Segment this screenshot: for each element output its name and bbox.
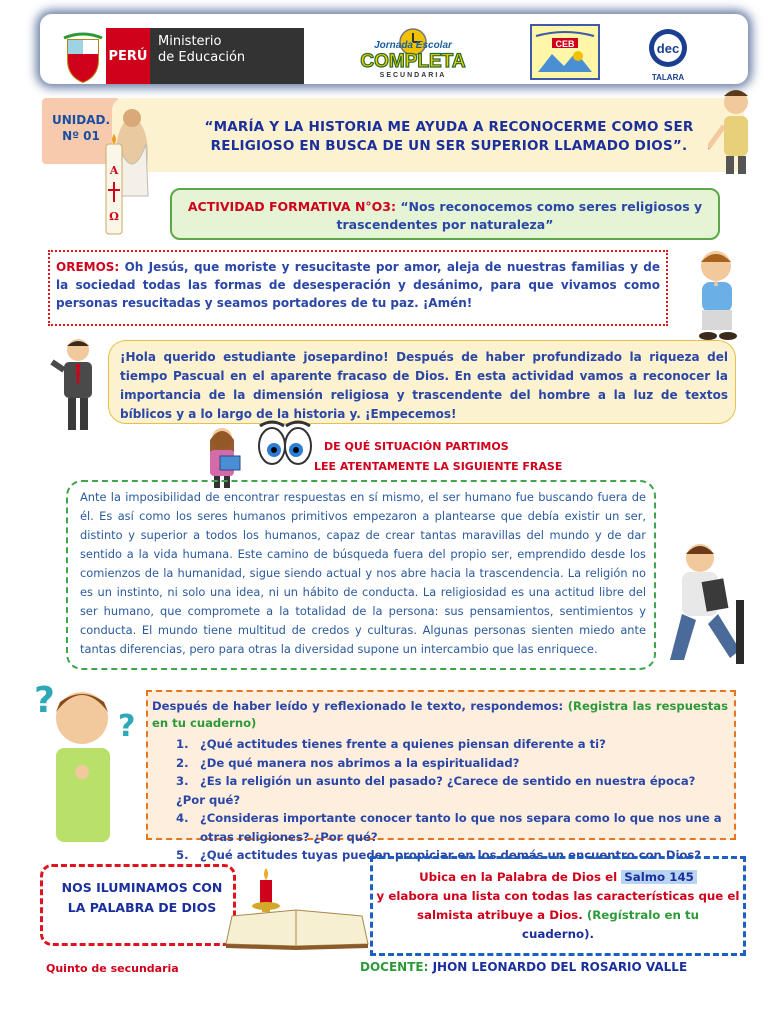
svg-text:Ω: Ω xyxy=(109,210,119,223)
teacher-label: DOCENTE: xyxy=(360,960,429,974)
question-item xyxy=(176,809,728,846)
psalm-instructions xyxy=(376,868,740,944)
question-mark-icon: ? xyxy=(34,680,55,721)
situation-subheading: LEE ATENTAMENTE LA SIGUIENTE FRASE xyxy=(314,460,563,473)
questions-list xyxy=(176,735,728,865)
school-abbrev: CEB xyxy=(555,39,575,49)
question-number: 3. xyxy=(176,774,189,788)
boy-with-tablet-illustration xyxy=(660,540,760,670)
question-text: ¿Consideras importante conocer tanto lo que nos separa como lo que nos une a otras religiones? ¿Por qué? xyxy=(200,811,722,844)
reading-text: Ante la imposibilidad de encontrar respuestas en sí mismo, el ser humano fue buscando fuera de él. Es así como los seres humanos primitivos empezaron a plantearse que debía existir un ser, distinto y superior a todos los humanos, capaz de crear tantas maravillas del mundo y de dar sentido a la vida humana. Este camino de búsqueda fuera del propio ser, emprendido desde los comienzos de la humanidad, sigue siendo actual y nos abre hacia la trascendencia. La religión no es un instinto, ni solo una idea, ni un hábito de conducta. La religiosidad es una actitud libre del ser humano, que compromete a la totalidad de la persona: sus pensamientos, sentimientos y conducta. El mundo tiene multitud de credos y culturas. Algunas personas sienten miedo ante tantas diferencias, pero para otras la diversidad supone un intercambio que las enriquece. xyxy=(80,490,646,656)
prayer-label: OREMOS: xyxy=(56,260,120,274)
activity-title: “Nos reconocemos como seres religiosos y trascendentes por naturaleza” xyxy=(336,199,703,232)
jornada-escolar-logo xyxy=(318,26,508,78)
psalm-note: (Regístralo en tu xyxy=(586,908,700,922)
dec-icon xyxy=(638,26,698,86)
ministry-line1: Ministerio xyxy=(158,34,222,49)
questions-intro xyxy=(152,698,728,732)
teacher-name: JHON LEONARDO DEL ROSARIO VALLE xyxy=(432,960,688,974)
question-number: 4. xyxy=(176,811,189,825)
program-line3: SECUNDARIA xyxy=(379,72,447,78)
dec-talara-logo xyxy=(638,26,698,86)
question-number: 5. xyxy=(176,848,189,862)
svg-text:A: A xyxy=(109,164,119,177)
coat-of-arms-icon xyxy=(62,32,104,84)
school-crest-icon xyxy=(532,26,598,78)
minedu-logo xyxy=(58,28,306,84)
question-item xyxy=(176,754,728,773)
question-text: ¿Qué actitudes tuyas pueden propiciar en los demás un encuentro con Dios? xyxy=(200,848,702,862)
illuminate-heading: NOS ILUMINAMOS CON LA PALABRA DE DIOS xyxy=(61,880,223,915)
unit-label-line1: UNIDAD. xyxy=(51,113,111,127)
psalm-reference: Salmo 145 xyxy=(621,870,697,884)
question-mark-icon: ? xyxy=(118,709,136,744)
teacher-pointing-illustration xyxy=(708,86,760,176)
peru-label: PERÚ xyxy=(106,28,150,84)
ministry-label xyxy=(150,28,304,84)
eyes-icon xyxy=(256,420,314,472)
question-item xyxy=(176,772,728,809)
bible-candle-illustration xyxy=(222,866,372,950)
praying-boy-illustration xyxy=(692,246,742,342)
questions-intro-text: Después de haber leído y reflexionado le texto, respondemos: xyxy=(152,699,564,713)
question-number: 1. xyxy=(176,737,189,751)
question-item xyxy=(176,735,728,754)
dec-label: dec xyxy=(656,41,680,56)
risen-jesus-illustration xyxy=(100,104,156,238)
grade-label: Quinto de secundaria xyxy=(46,962,179,975)
thinking-boy-illustration xyxy=(24,672,140,850)
program-line2: COMPLETA xyxy=(360,51,466,72)
question-number: 2. xyxy=(176,755,189,770)
businessman-illustration xyxy=(50,336,106,434)
activity-label: ACTIVIDAD FORMATIVA N°O3: xyxy=(187,199,396,214)
unit-title: “MARÍA Y LA HISTORIA ME AYUDA A RECONOCERME COMO SER RELIGIOSO EN BUSCA DE UN SER SUPERIOR LLAMADO DIOS”. xyxy=(204,119,694,154)
talara-label: TALARA xyxy=(651,73,685,82)
prayer-paragraph xyxy=(56,258,660,312)
reading-girl-illustration xyxy=(202,426,246,488)
activity-heading xyxy=(178,198,712,234)
school-crest-logo xyxy=(530,24,600,80)
program-line1: Jornada Escolar xyxy=(374,40,452,51)
psalm-text-after: y elabora una lista con todas las características que el salmista atribuye a Dios. xyxy=(376,889,740,922)
psalm-text-before: Ubica en la Palabra de Dios el xyxy=(419,870,618,884)
psalm-note-end: cuaderno). xyxy=(522,927,594,941)
situation-heading: DE QUÉ SITUACIÓN PARTIMOS xyxy=(324,440,509,453)
questions-note: (Registra las respuestas en tu cuaderno) xyxy=(152,699,728,730)
question-text: ¿Qué actitudes tienes frente a quienes piensan diferente a ti? xyxy=(200,737,606,751)
ministry-line2: de Educación xyxy=(158,50,246,65)
unit-number: Nº 01 xyxy=(62,129,100,143)
teacher-line xyxy=(360,960,687,974)
question-text: ¿De qué manera nos abrimos a la espiritualidad? xyxy=(200,755,520,770)
question-text: ¿Es la religión un asunto del pasado? ¿Carece de sentido en nuestra época? ¿Por qué? xyxy=(176,774,696,807)
prayer-text: Oh Jesús, que moriste y resucitaste por amor, aleja de nuestras familias y de la sociedad todas las formas de desesperación y desánimo, para que vivamos como personas resucitadas y seamos portadores de tu paz. ¡Amén! xyxy=(56,260,660,310)
greeting-text: ¡Hola querido estudiante josepardino! Después de haber profundizado la riqueza del tiempo Pascual en el aparente fracaso de Dios. En esta actividad vamos a reconocer la importancia de la dimensión religiosa y trascendente del hombre a la luz de textos bíblicos y a lo largo de la historia y. ¡Empecemos! xyxy=(120,350,728,421)
